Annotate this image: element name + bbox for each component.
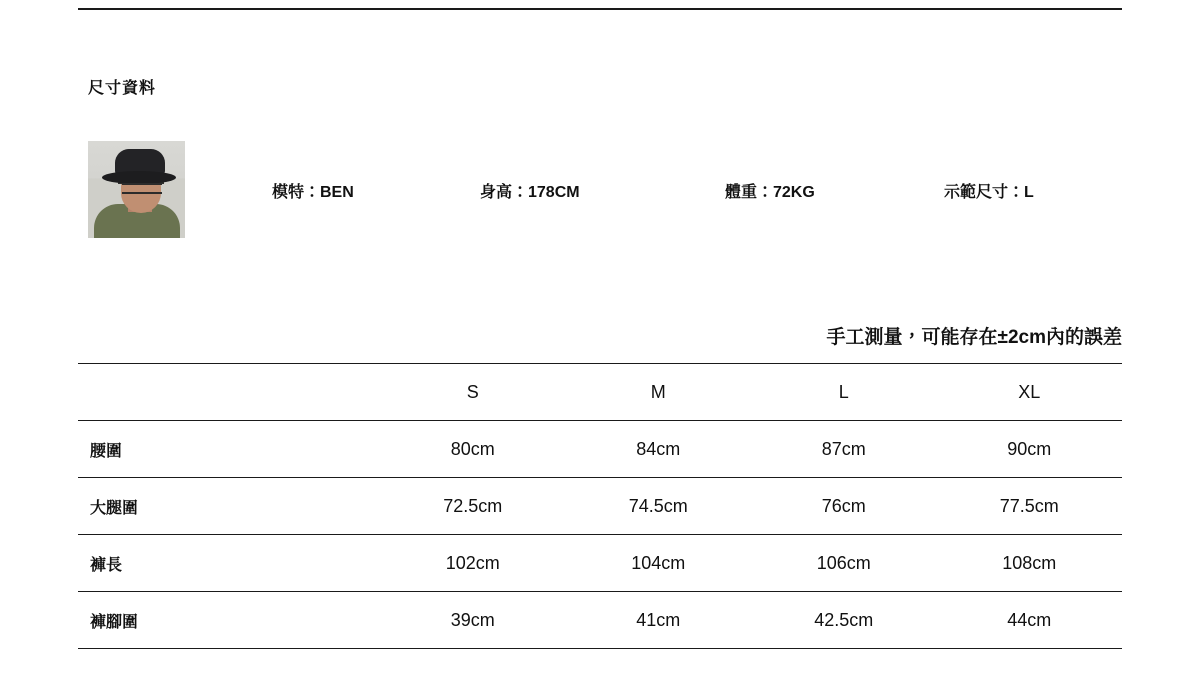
cell-length-l: 106cm (751, 535, 937, 592)
size-table-body (78, 421, 1122, 649)
cell-length-s: 102cm (380, 535, 566, 592)
row-header-hem: 褲腳圍 (78, 592, 380, 649)
cell-waist-s: 80cm (380, 421, 566, 478)
model-height-field: 身高：178CM (480, 184, 580, 201)
model-photo (88, 141, 185, 238)
cell-thigh-m: 74.5cm (566, 478, 752, 535)
model-demo-size-field: 示範尺寸：L (944, 184, 1034, 201)
row-header-waist: 腰圍 (78, 421, 380, 478)
column-header-s: S (380, 364, 566, 421)
model-weight-field: 體重：72KG (725, 184, 815, 201)
table-row (78, 421, 1122, 478)
column-header-l: L (751, 364, 937, 421)
cell-thigh-l: 76cm (751, 478, 937, 535)
column-header-m: M (566, 364, 752, 421)
cell-thigh-s: 72.5cm (380, 478, 566, 535)
table-row (78, 592, 1122, 649)
row-header-length: 褲長 (78, 535, 380, 592)
cell-thigh-xl: 77.5cm (937, 478, 1123, 535)
cell-hem-l: 42.5cm (751, 592, 937, 649)
measurement-note: 手工測量，可能存在±2cm內的誤差 (826, 327, 1122, 348)
cell-waist-l: 87cm (751, 421, 937, 478)
photo-glasses-shape (122, 183, 162, 194)
table-header-row (78, 364, 1122, 421)
row-header-thigh: 大腿圍 (78, 478, 380, 535)
size-table (78, 363, 1122, 649)
size-table-head (78, 364, 1122, 421)
cell-hem-m: 41cm (566, 592, 752, 649)
model-name-field: 模特：BEN (272, 184, 354, 201)
column-header-blank (78, 364, 380, 421)
table-row (78, 535, 1122, 592)
page-title: 尺寸資料 (88, 80, 157, 97)
cell-length-xl: 108cm (937, 535, 1123, 592)
top-divider (78, 8, 1122, 10)
cell-waist-xl: 90cm (937, 421, 1123, 478)
cell-length-m: 104cm (566, 535, 752, 592)
column-header-xl: XL (937, 364, 1123, 421)
cell-hem-s: 39cm (380, 592, 566, 649)
model-info-row (88, 141, 1118, 238)
cell-waist-m: 84cm (566, 421, 752, 478)
cell-hem-xl: 44cm (937, 592, 1123, 649)
table-row (78, 478, 1122, 535)
